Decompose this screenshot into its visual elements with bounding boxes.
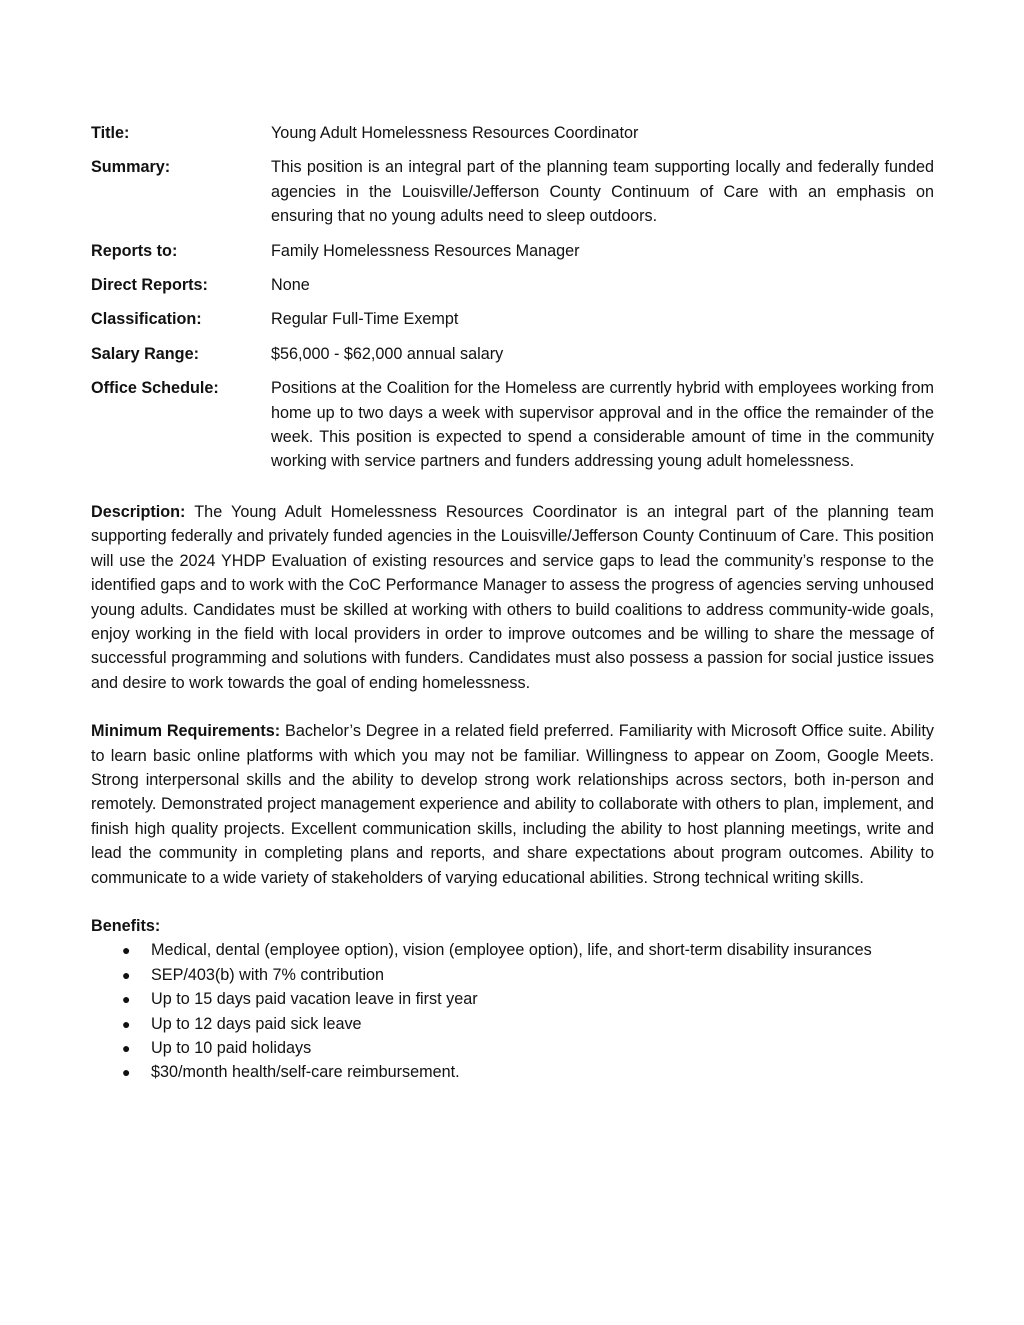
- field-value: Positions at the Coalition for the Homeless are currently hybrid with employees working from home up to two days a week with supervisor approval and in the office the remainder of the week. This position is expected to spend a considerable amount of time in the community working with service partners and funders addressing young adult homelessness.: [271, 379, 934, 471]
- bullet-icon: ●: [122, 1015, 131, 1032]
- benefit-item: [91, 1036, 934, 1060]
- benefit-text: SEP/403(b) with 7% contribution: [151, 965, 385, 984]
- job-description-page: [91, 121, 934, 1085]
- requirements-label: Minimum Requirements:: [91, 722, 281, 741]
- benefit-text: Medical, dental (employee option), vision (employee option), life, and short-term disability insurances: [151, 941, 872, 960]
- field-title: [91, 121, 934, 145]
- field-value: $56,000 - $62,000 annual salary: [271, 344, 504, 363]
- bullet-icon: ●: [122, 1040, 131, 1056]
- benefit-text: Up to 12 days paid sick leave: [151, 1014, 362, 1033]
- description-paragraph: [91, 500, 934, 695]
- benefit-text: $30/month health/self-care reimbursement.: [151, 1063, 460, 1082]
- benefit-item: [91, 987, 934, 1011]
- requirements-paragraph: [91, 719, 934, 890]
- field-value: Regular Full-Time Exempt: [271, 310, 459, 329]
- field-label: Office Schedule:: [91, 379, 219, 398]
- benefit-item: [91, 938, 934, 962]
- benefit-item: [91, 1060, 934, 1084]
- benefit-item: [91, 1012, 934, 1036]
- field-classification: [91, 307, 934, 331]
- field-label: Summary:: [91, 158, 171, 177]
- description-text: The Young Adult Homelessness Resources Coordinator is an integral part of the planning team supporting federally and privately funded agencies in the Louisville/Jefferson County Continuum of Care. This position will use the 2024 YHDP Evaluation of existing resources and service gaps to lead the community’s response to the identified gaps and to work with the CoC Performance Manager to assess the progress of agencies serving unhoused young adults. Candidates must be skilled at working with others to build coalitions to address community-wide goals, enjoy working in the field with local providers in order to improve outcomes and be willing to share the message of successful programming and solutions with funders. Candidates must also possess a passion for social justice issues and desire to work towards the goal of ending homelessness.: [91, 502, 934, 692]
- field-salary-range: [91, 342, 934, 366]
- field-value: Young Adult Homelessness Resources Coordinator: [271, 124, 639, 142]
- field-direct-reports: [91, 273, 934, 297]
- field-office-schedule: [91, 376, 934, 474]
- benefits-list: [91, 938, 934, 1084]
- bullet-icon: ●: [122, 942, 131, 959]
- benefits-section: [91, 914, 934, 1085]
- field-reports-to: [91, 239, 934, 263]
- field-label: Title:: [91, 124, 130, 142]
- field-label: Reports to:: [91, 241, 178, 260]
- field-label: Classification:: [91, 310, 202, 329]
- field-value: This position is an integral part of the planning team supporting locally and federally funded agencies in the Louisville/Jefferson County Continuum of Care with an emphasis on ensuring that no young adults need to sleep outdoors.: [271, 158, 934, 226]
- field-summary: [91, 155, 934, 228]
- requirements-text: Bachelor’s Degree in a related field preferred. Familiarity with Microsoft Office suite. Ability to learn basic online platforms with which you may not be familiar. Willingness to appear on Zoom, Google Meets. Strong interpersonal skills and the ability to develop strong work relationships across sectors, both in-person and remotely. Demonstrated project management experience and ability to collaborate with others to plan, implement, and finish high quality projects. Excellent communication skills, including the ability to host planning meetings, write and lead the community in completing plans and reports, and share expectations about program outcomes. Ability to communicate to a wide variety of stakeholders of varying educational abilities. Strong technical writing skills.: [91, 722, 934, 887]
- field-label: Salary Range:: [91, 344, 199, 363]
- field-label: Direct Reports:: [91, 276, 208, 295]
- benefits-title: Benefits:: [91, 916, 161, 935]
- bullet-icon: ●: [122, 1064, 131, 1081]
- benefit-text: Up to 10 paid holidays: [151, 1039, 312, 1057]
- bullet-icon: ●: [122, 966, 131, 983]
- benefit-text: Up to 15 days paid vacation leave in first year: [151, 990, 478, 1009]
- description-label: Description:: [91, 502, 186, 521]
- field-value: Family Homelessness Resources Manager: [271, 241, 580, 260]
- bullet-icon: ●: [122, 991, 131, 1008]
- field-value: None: [271, 276, 310, 295]
- benefit-item: [91, 963, 934, 987]
